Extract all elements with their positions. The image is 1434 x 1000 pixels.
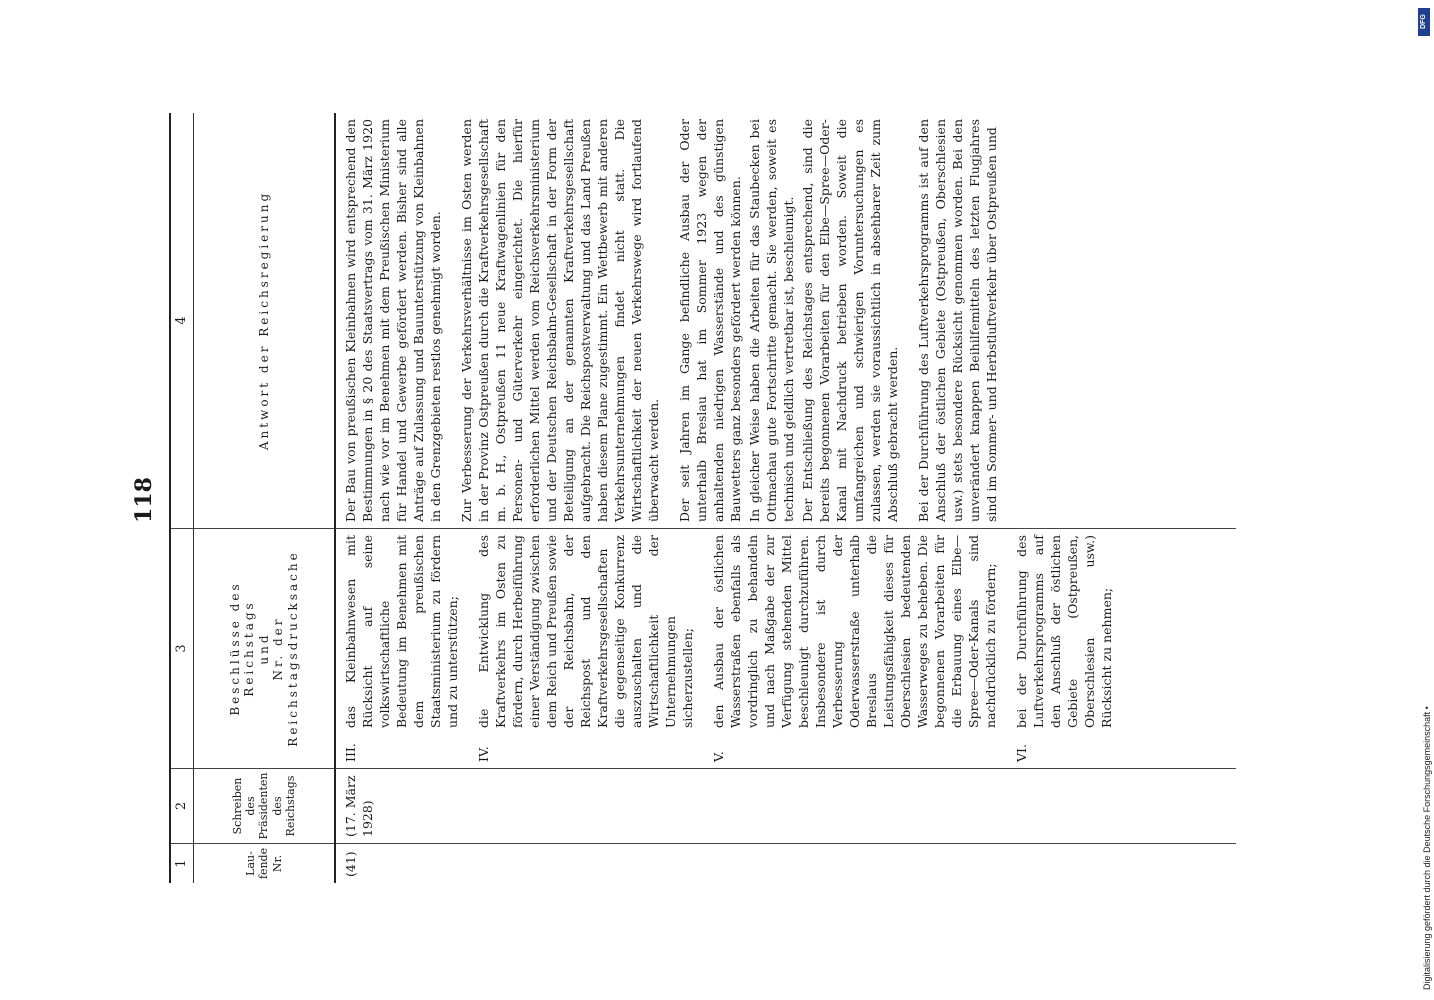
answer-block [342, 119, 444, 522]
resolution-text: die Entwicklung des Kraftverkehrs im Osten zu fördern, durch Herbeiführung einer Verständigung zwischen dem Reich und Preußen sowie der Reichsbahn, der Reichspost und den Kraftverkehrsgesellschaften die gegenseitige Konkurrenz auszuschalten und die Wirtschaftlichkeit der Unternehmungen sicherzustellen; [476, 535, 695, 728]
rotated-page [127, 105, 1307, 895]
resolution-number: V. [711, 751, 726, 762]
header-running-number: Lau- fende Nr. [194, 843, 334, 883]
answer-paragraph: In gleicher Weise haben die Arbeiten für das Staubecken bei Ottmachau gute Fortschritte gemacht. Sie werden, soweit es technisch und geldlich vertretbar ist, beschleunigt. [747, 119, 796, 522]
header-resolutions-line1: Beschlüsse des Reichstags [228, 581, 257, 716]
document-table [169, 113, 1251, 883]
header-government-answer: Antwort der Reichsregierung [256, 190, 271, 451]
answer-block [458, 119, 662, 522]
header-resolutions-line2: und [256, 632, 271, 665]
column-number-3: 3 [171, 528, 193, 768]
resolution-text: bei der Durchführung des Luftverkehrsprogramms auf den Anschluß der östlichen Gebiete (Ostpreußen, Oberschlesien usw.) Rücksicht zu nehmen; [1014, 535, 1114, 728]
resolution-text: das Kleinbahnwesen mit Rücksicht auf seine volkswirtschaftliche Bedeutung im Benehmen mit dem preußischen Staatsministerium zu fördern und zu unterstützen; [343, 535, 460, 728]
cell-resolutions [336, 528, 1236, 768]
column-number-1: 1 [171, 843, 193, 883]
answer-paragraph: Bei der Durchführung des Luftverkehrsprogramms ist auf den Anschluß der östlichen Gebiete (Ostpreußen, Oberschlesien usw.) stets besondere Rücksicht genommen worden. Bei den unverändert knappen Beihilfemitteln des letzten Flugjahres sind im Sommer- und Herbstluftverkehr über Ostpreußen und [916, 119, 999, 522]
answer-block [915, 119, 1000, 522]
resolution-number: IV. [476, 746, 491, 762]
header-resolutions-line3: Nr. der Reichstagsdrucksache [271, 550, 300, 747]
cell-running-number: (41) [336, 843, 1236, 883]
dfg-credit-note: Digitalisierung gefördert durch die Deutsche Forschungsgemeinschaft • [1422, 706, 1432, 990]
answer-block [676, 119, 901, 522]
page-number: 118 [131, 477, 157, 523]
answer-paragraph: Der Bau von preußischen Kleinbahnen wird entsprechend den Bestimmungen in § 20 des Staatsvertrags vom 31. März 1920 nach wie vor im Benehmen mit dem Preußischen Ministerium für Handel und Gewerbe gefördert werden. Bisher sind alle Anträge auf Zulassung und Bauunterstützung von Kleinbahnen in den Grenzgebieten restlos genehmigt worden. [343, 119, 443, 522]
resolution-number: VI. [1014, 744, 1029, 762]
resolution-text: den Ausbau der östlichen Wasserstraßen ebenfalls als vordringlich zu behandeln und nach Maßgabe der zur Verfügung stehenden Mittel beschleunigt durchzuführen. Insbesondere ist durch Verbesserung der Oderwasserstraße unterhalb Breslaus die Leistungsfähigkeit dieses für Oberschlesien bedeutenden Wasserweges zu beheben. Die begonnenen Vorarbeiten für die Erbauung eines Elbe—Spree—Oder-Kanals sind nachdrücklich zu fördern; [711, 535, 998, 728]
header-resolutions [194, 528, 334, 768]
answer-paragraph: Der Entschließung des Reichstages entsprechend, sind die bereits begonnenen Vorarbeiten für den Elbe—Spree—Oder-Kanal mit Nachdruck betrieben worden. Soweit die umfangreichen und schwierigen Voruntersuchungen es zulassen, werden sie voraussichtlich in absehbarer Zeit zum Abschluß gebracht werden. [800, 119, 900, 522]
cell-government-answers [336, 113, 1236, 528]
column-number-4: 4 [174, 316, 189, 325]
resolution-item [710, 535, 999, 762]
dfg-logo: DFG [1418, 8, 1430, 36]
resolution-number: III. [343, 743, 358, 762]
answer-paragraph: Zur Verbesserung der Verkehrsverhältnisse im Osten werden in der Provinz Ostpreußen durch die Kraftverkehrsgesellschaft m. b. H., Ostpreußen 11 neue Kraftwagenlinien für den Personen- und Güterverkehr eingerichtet. Die hierfür erforderlichen Mittel werden vom Reichsverkehrsministerium und der Deutschen Reichsbahn-Gesellschaft in der Form der Beteiligung an der genannten Kraftverkehrsgesellschaft aufgebracht. Die Reichspostverwaltung und das Land Preußen haben diesem Plane zugestimmt. Ein Wettbewerb mit anderen Verkehrsunternehmungen findet nicht statt. Die Wirtschaftlichkeit der neuen Verkehrswege wird fortlaufend überwacht werden. [459, 119, 661, 522]
table-header-row [194, 113, 336, 883]
answer-paragraph: Der seit Jahren im Gange befindliche Ausbau der Oder unterhalb Breslau hat im Sommer 1923 wegen der anhaltenden niedrigen Wasserstände und des günstigen Bauwetters ganz besonders gefördert werden können. [677, 119, 743, 522]
table-body [336, 113, 1236, 883]
resolution-item [475, 535, 696, 762]
column-number-row [171, 113, 194, 883]
column-number-2: 2 [171, 768, 193, 843]
cell-letter-date: (17. März 1928) [336, 768, 1236, 843]
header-letter-president: Schreiben des Präsidenten des Reichstags [194, 768, 334, 843]
resolution-item [1013, 535, 1115, 762]
resolution-item [342, 535, 461, 762]
